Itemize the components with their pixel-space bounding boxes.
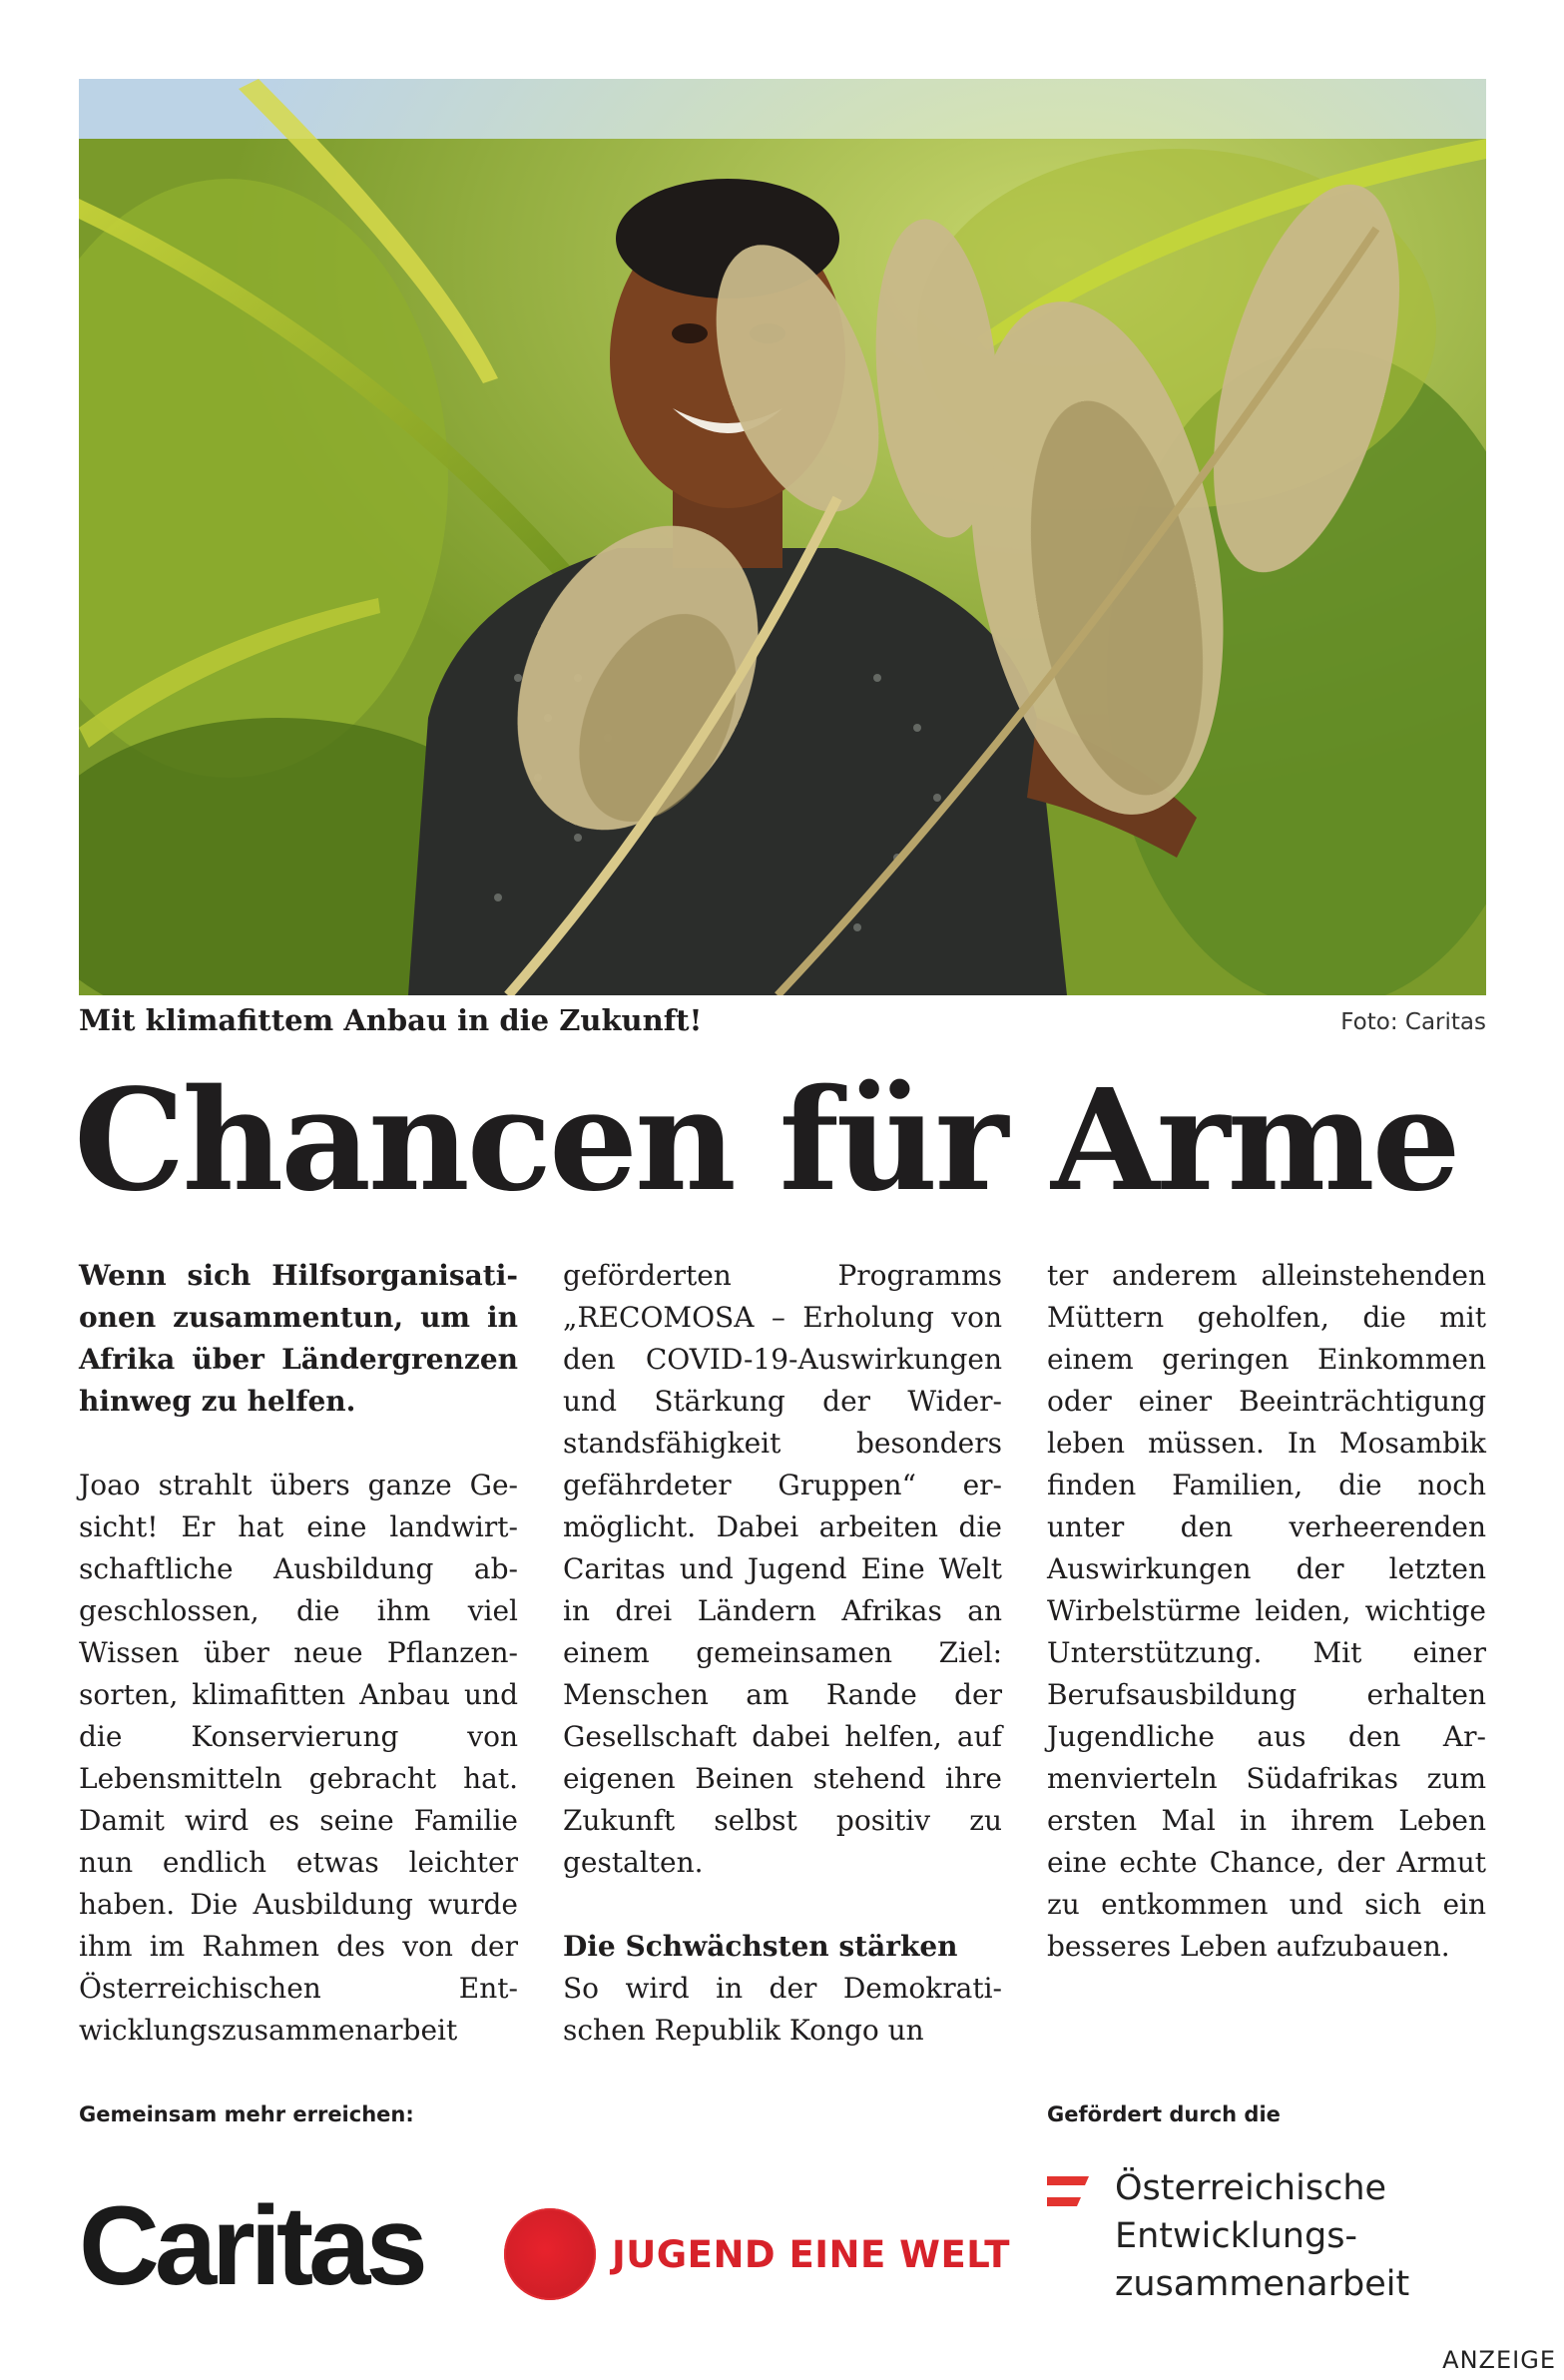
caritas-logo: Caritas (79, 2183, 423, 2308)
article-paragraph: Joao strahlt übers ganze Gesicht! Er hat eine landwirtschaftliche Ausbildung abgeschlossen, die ihm viel Wissen über neue Pflanzensorten, klimafitten Anbau und die Konservierung von Lebensmitteln gebracht hat. Damit wird es seine Familie nun endlich etwas leichter haben. Die Ausbildung wurde ihm im Rahmen des von der Österreichischen Entwicklungszusammenarbeit (79, 1469, 518, 2047)
article-column-2 (563, 1255, 1002, 2052)
partners-label: Gemeinsam mehr erreichen: (79, 2102, 414, 2126)
funder-label: Gefördert durch die (1047, 2102, 1281, 2126)
caption-text: Mit klimafittem Anbau in die Zukunft! (79, 1003, 703, 1037)
advertisement-label: ANZEIGE (1442, 2346, 1556, 2374)
photo-credit: Foto: Caritas (1340, 1009, 1486, 1035)
ada-line-1: Österreichische (1115, 2168, 1387, 2208)
jugend-eine-welt-logo (504, 2209, 1010, 2299)
article-paragraph: So wird in der Demokratischen Republik Kongo un (563, 1972, 1002, 2047)
farmer-with-millet-photo (79, 79, 1486, 995)
article-paragraph: ter anderem alleinstehenden Müttern geholfen, die mit einem geringen Einkommen oder einer Beeinträchtigung leben müssen. In Mosambik finden Familien, die noch unter den verheerenden Auswirkungen der letzten Wirbelstürme leiden, wichtige Unterstützung. Mit einer Berufsausbildung erhalten Jugendliche aus den Armenvierteln Südafrikas zum ersten Mal in ihrem Leben eine echte Chance, der Armut zu entkommen und sich ein besseres Leben aufzubauen. (1047, 1259, 1486, 1963)
ada-line-3: zusammenarbeit (1115, 2264, 1410, 2304)
article-column-1 (79, 1255, 518, 2052)
austria-flag-icon (1047, 2176, 1089, 2206)
jugend-eine-welt-text: JUGEND EINE WELT (612, 2232, 1010, 2276)
jugend-eine-welt-circle-icon (504, 2208, 596, 2300)
article-column-3 (1047, 1255, 1486, 1968)
ada-line-2: Entwicklungs- (1115, 2216, 1358, 2256)
headline: Chancen für Arme (74, 1059, 1458, 1223)
article-lead: Wenn sich Hilfsorganisationen zusammentun, um in Afrika über Ländergrenzen hinweg zu helfen. (79, 1259, 518, 1418)
article-paragraph: geförderten Programms „RECOMOSA – Erholung von den COVID-19-Auswirkungen und Stärkung der Widerstandsfähigkeit besonders gefährdeter Gruppen“ ermöglicht. Dabei arbeiten die Caritas und Jugend Eine Welt in drei Ländern Afrikas an einem gemeinsamen Ziel: Menschen am Rande der Gesellschaft dabei helfen, auf eigenen Beinen stehend ihre Zukunft selbst positiv zu gestalten. (563, 1259, 1002, 1879)
article-subhead: Die Schwächsten stärken (563, 1930, 958, 1963)
article-photo (79, 79, 1486, 995)
photo-caption (79, 1003, 1486, 1043)
ada-logo-text (1115, 2164, 1409, 2308)
